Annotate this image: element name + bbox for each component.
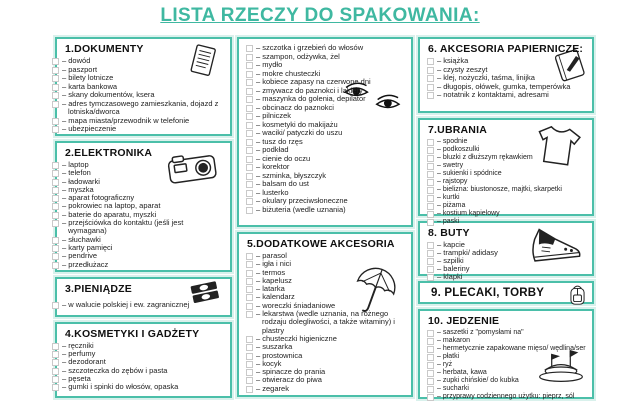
item-label: – notatnik z kontaktami, adresami <box>437 91 549 100</box>
item-checkbox[interactable] <box>427 219 434 226</box>
box-buty <box>418 221 594 281</box>
list-item <box>427 345 586 353</box>
item-list <box>246 44 405 214</box>
box-plecaki <box>418 281 594 304</box>
item-checkbox[interactable] <box>246 353 253 360</box>
item-checkbox[interactable] <box>52 92 59 99</box>
item-checkbox[interactable] <box>427 346 434 353</box>
list-item <box>64 125 224 134</box>
item-label: – okulary przeciwsłoneczne <box>256 197 348 206</box>
item-checkbox[interactable] <box>427 155 434 162</box>
item-checkbox[interactable] <box>427 266 434 273</box>
item-list <box>64 57 224 134</box>
item-checkbox[interactable] <box>246 54 253 61</box>
item-checkbox[interactable] <box>52 368 59 375</box>
item-checkbox[interactable] <box>427 163 434 170</box>
item-checkbox[interactable] <box>52 126 59 133</box>
item-checkbox[interactable] <box>246 261 253 268</box>
item-label: – telefon <box>62 169 91 177</box>
item-checkbox[interactable] <box>427 195 434 202</box>
item-label: – podkład <box>256 146 289 155</box>
item-label: – czysty zeszyt <box>437 66 487 75</box>
item-checkbox[interactable] <box>246 361 253 368</box>
item-label: – ubezpieczenie <box>62 125 116 134</box>
item-checkbox[interactable] <box>246 130 253 137</box>
item-list <box>246 252 405 393</box>
item-checkbox[interactable] <box>246 369 253 376</box>
item-checkbox[interactable] <box>52 203 59 210</box>
item-checkbox[interactable] <box>246 344 253 351</box>
list-item <box>427 170 586 178</box>
item-checkbox[interactable] <box>246 156 253 163</box>
item-label: – spodnie <box>437 138 468 145</box>
item-label: – szminka, błyszczyk <box>256 172 326 181</box>
item-checkbox[interactable] <box>52 118 59 125</box>
item-checkbox[interactable] <box>52 262 59 269</box>
list-item <box>64 100 224 117</box>
box-elektronika <box>55 141 232 272</box>
item-label: – myszka <box>62 186 94 194</box>
list-item <box>427 393 586 401</box>
box-heading-dokumenty: 1.DOKUMENTY <box>65 43 144 55</box>
box-heading-buty: 8. BUTY <box>428 227 470 239</box>
item-checkbox[interactable] <box>246 71 253 78</box>
item-checkbox[interactable] <box>246 181 253 188</box>
item-checkbox[interactable] <box>427 258 434 265</box>
item-checkbox[interactable] <box>52 351 59 358</box>
item-label: – kurtki <box>437 194 460 201</box>
item-checkbox[interactable] <box>52 237 59 244</box>
item-label: – kalendarz <box>256 293 295 301</box>
item-checkbox[interactable] <box>52 170 59 177</box>
box-higiena <box>237 37 413 227</box>
item-checkbox[interactable] <box>427 58 434 65</box>
box-heading-kosmetyki: 4.KOSMETYKI I GADŻETY <box>65 328 200 340</box>
item-label: – obcinacz do paznokci <box>256 104 334 113</box>
item-checkbox[interactable] <box>427 147 434 154</box>
list-item <box>427 329 586 337</box>
item-label: – bilety lotnicze <box>62 74 113 83</box>
list-item <box>64 383 224 391</box>
item-checkbox[interactable] <box>52 212 59 219</box>
item-label: – zegarek <box>256 385 289 393</box>
list-item <box>427 369 586 377</box>
item-label: – bluzki z dłuższym rękawkiem <box>437 154 533 161</box>
item-label: – woreczki śniadaniowe <box>256 302 335 310</box>
item-checkbox[interactable] <box>246 198 253 205</box>
item-label: – sukienki i spódnice <box>437 170 502 177</box>
box-heading-plecaki: 9. PLECAKI, TORBY <box>431 287 545 299</box>
item-checkbox[interactable] <box>52 253 59 260</box>
item-label: – herbata, kawa <box>437 369 487 377</box>
item-label: – mydło <box>256 61 282 70</box>
item-checkbox[interactable] <box>427 92 434 99</box>
item-label: – spinacze do prania <box>256 368 325 376</box>
item-label: – dezodorant <box>62 358 106 366</box>
item-label: – klapki <box>437 273 462 281</box>
item-label: – makaron <box>437 337 470 345</box>
list-item <box>427 162 586 170</box>
item-list <box>427 138 586 226</box>
list-item <box>427 337 586 345</box>
item-label: – paszport <box>62 66 97 75</box>
page-title: LISTA RZECZY DO SPAKOWANIA: <box>160 5 480 26</box>
item-label: – mokre chusteczki <box>256 70 320 79</box>
item-label: – ładowarki <box>62 178 100 186</box>
box-kosmetyki <box>55 322 232 398</box>
item-checkbox[interactable] <box>246 278 253 285</box>
item-list <box>64 301 224 310</box>
item-label: – gumki i spinki do włosów, opaska <box>62 383 178 391</box>
column-3 <box>418 37 594 399</box>
item-checkbox[interactable] <box>427 179 434 186</box>
item-label: – aparat fotograficzny <box>62 194 134 202</box>
box-ubrania <box>418 118 594 225</box>
item-label: – zupki chińskie/ do kubka <box>437 377 519 385</box>
item-label: – ryż <box>437 361 452 369</box>
item-label: – klej, nożyczki, taśma, linijka <box>437 74 535 83</box>
item-label: – kosmetyki do makijażu <box>256 121 338 130</box>
item-checkbox[interactable] <box>427 67 434 74</box>
list-item <box>246 310 405 335</box>
item-label: – przejściówka do kontaktu (jeśli jest wymagana) <box>62 219 224 236</box>
list-item <box>427 273 586 281</box>
item-label: – adres tymczasowego zamieszkania, dojazd z lotniska/dworca <box>62 100 224 117</box>
item-label: – kapelusz <box>256 277 292 285</box>
item-label: – perfumy <box>62 350 95 358</box>
item-label: – pendrive <box>62 252 97 260</box>
item-label: – balsam do ust <box>256 180 309 189</box>
item-checkbox[interactable] <box>427 394 434 401</box>
item-label: – baleriny <box>437 265 470 273</box>
item-checkbox[interactable] <box>246 207 253 214</box>
column-1 <box>55 37 232 399</box>
item-label: – dowód <box>62 57 90 66</box>
item-label: – płatki <box>437 353 459 361</box>
item-checkbox[interactable] <box>52 245 59 252</box>
box-heading-papiernicze: 6. AKCESORIA PAPIERNICZE: <box>428 43 584 55</box>
item-checkbox[interactable] <box>246 88 253 95</box>
item-label: – pokrowiec na laptop, aparat <box>62 202 160 210</box>
item-checkbox[interactable] <box>246 105 253 112</box>
item-label: – kapcie <box>437 241 465 249</box>
list-item <box>427 178 586 186</box>
item-label: – lekarstwa (wedle uznania, na różnego rodzaju dolegliwości, a także witaminy) i plastry <box>256 310 405 335</box>
box-jedzenie <box>418 309 594 399</box>
item-label: – szczotka i grzebień do włosów <box>256 44 363 53</box>
item-checkbox[interactable] <box>52 195 59 202</box>
list-item <box>427 138 586 146</box>
list-item <box>427 186 586 194</box>
item-label: – słuchawki <box>62 236 101 244</box>
list-item <box>427 353 586 361</box>
item-label: – bielizna: biustonosze, majtki, skarpetki <box>437 186 562 193</box>
item-label: – laptop <box>62 161 89 169</box>
item-checkbox[interactable] <box>52 75 59 82</box>
item-list <box>427 241 586 281</box>
item-checkbox[interactable] <box>246 253 253 260</box>
item-checkbox[interactable] <box>246 173 253 180</box>
item-checkbox[interactable] <box>427 75 434 82</box>
item-list <box>427 329 586 401</box>
item-label: – swetry <box>437 162 463 169</box>
list-item <box>427 91 586 100</box>
item-checkbox[interactable] <box>52 162 59 169</box>
item-label: – mapa miasta/przewodnik w telefonie <box>62 117 189 126</box>
item-checkbox[interactable] <box>52 343 59 350</box>
item-list <box>427 57 586 100</box>
item-checkbox[interactable] <box>246 336 253 343</box>
box-papiernicze <box>418 37 594 113</box>
item-checkbox[interactable] <box>246 190 253 197</box>
item-label: – szpilki <box>437 257 464 265</box>
item-checkbox[interactable] <box>52 67 59 74</box>
item-label: – karta bankowa <box>62 83 117 92</box>
item-label: – trampki/ adidasy <box>437 249 498 257</box>
item-label: – podkoszulki <box>437 146 480 153</box>
item-checkbox[interactable] <box>427 370 434 377</box>
columns-grid <box>55 37 594 399</box>
item-checkbox[interactable] <box>246 164 253 171</box>
item-checkbox[interactable] <box>427 187 434 194</box>
item-checkbox[interactable] <box>427 338 434 345</box>
item-label: – hermetycznie zapakowane mięso/ wędlina/ser <box>437 345 586 353</box>
item-checkbox[interactable] <box>246 45 253 52</box>
item-label: – korektor <box>256 163 289 172</box>
item-checkbox[interactable] <box>246 96 253 103</box>
list-item <box>427 377 586 385</box>
item-label: – pilniczek <box>256 112 291 121</box>
item-checkbox[interactable] <box>246 303 253 310</box>
list-item <box>427 146 586 154</box>
list-item <box>427 361 586 369</box>
item-label: – pęseta <box>62 375 91 383</box>
item-label: – igła i nici <box>256 260 291 268</box>
list-item <box>427 385 586 393</box>
item-label: – saszetki z "pomysłami na" <box>437 329 524 337</box>
item-label: – kostium kąpielowy <box>437 210 500 217</box>
item-checkbox[interactable] <box>246 147 253 154</box>
list-item <box>246 206 405 215</box>
box-heading-elektronika: 2.ELEKTRONIKA <box>65 147 153 159</box>
item-checkbox[interactable] <box>52 359 59 366</box>
list-item <box>427 210 586 218</box>
item-label: – maszynka do golenia, depilator <box>256 95 366 104</box>
column-2 <box>237 37 413 399</box>
list-item <box>427 194 586 202</box>
item-checkbox[interactable] <box>52 179 59 186</box>
item-label: – zmywacz do paznokci i lakiery <box>256 87 363 96</box>
item-checkbox[interactable] <box>427 203 434 210</box>
item-label: – baterie do aparatu, myszki <box>62 211 156 219</box>
box-dodatkowe <box>237 232 413 397</box>
item-checkbox[interactable] <box>246 386 253 393</box>
list-item <box>64 261 224 269</box>
item-checkbox[interactable] <box>246 270 253 277</box>
item-label: – w walucie polskiej i ew. zagranicznej <box>62 301 189 310</box>
list-item <box>64 219 224 236</box>
item-label: – chusteczki higieniczne <box>256 335 337 343</box>
item-label: – lusterko <box>256 189 289 198</box>
list-item <box>427 218 586 226</box>
box-heading-dodatkowe: 5.DODATKOWE AKCESORIA <box>247 238 395 250</box>
item-checkbox[interactable] <box>427 211 434 218</box>
item-checkbox[interactable] <box>52 58 59 65</box>
item-label: – prostownica <box>256 352 302 360</box>
list-item <box>64 301 224 310</box>
list-item <box>427 202 586 210</box>
item-checkbox[interactable] <box>246 79 253 86</box>
box-heading-ubrania: 7.UBRANIA <box>428 124 487 136</box>
item-checkbox[interactable] <box>427 354 434 361</box>
box-pieniadze <box>55 277 232 317</box>
item-checkbox[interactable] <box>246 311 253 318</box>
item-checkbox[interactable] <box>427 242 434 249</box>
item-checkbox[interactable] <box>246 377 253 384</box>
item-label: – przyprawy codziennego użytku: pieprz, sól <box>437 393 574 401</box>
item-label: – otwieracz do piwa <box>256 376 322 384</box>
item-checkbox[interactable] <box>246 62 253 69</box>
item-label: – termos <box>256 269 285 277</box>
item-label: – sucharki <box>437 385 469 393</box>
item-label: – rajstopy <box>437 178 468 185</box>
box-heading-pieniadze: 3.PIENIĄDZE <box>65 283 132 295</box>
item-checkbox[interactable] <box>52 220 59 227</box>
item-label: – waciki/ patyczki do uszu <box>256 129 342 138</box>
item-label: – ręczniki <box>62 342 94 350</box>
item-label: – parasol <box>256 252 287 260</box>
item-checkbox[interactable] <box>52 187 59 194</box>
item-label: – kocyk <box>256 360 281 368</box>
item-checkbox[interactable] <box>427 274 434 281</box>
list-item <box>427 154 586 162</box>
item-label: – szampon, odżywka, żel <box>256 53 340 62</box>
item-label: – tusz do rzęs <box>256 138 303 147</box>
item-checkbox[interactable] <box>246 122 253 129</box>
box-dokumenty <box>55 37 232 136</box>
item-list <box>64 161 224 269</box>
item-checkbox[interactable] <box>52 302 59 309</box>
item-checkbox[interactable] <box>52 376 59 383</box>
item-label: – biżuteria (wedle uznania) <box>256 206 346 215</box>
item-label: – karty pamięci <box>62 244 112 252</box>
item-label: – skany dokumentów, ksera <box>62 91 155 100</box>
item-label: – latarka <box>256 285 285 293</box>
item-checkbox[interactable] <box>246 139 253 146</box>
item-label: – książka <box>437 57 468 66</box>
item-label: – piżama <box>437 202 466 209</box>
list-item <box>246 385 405 393</box>
item-checkbox[interactable] <box>427 330 434 337</box>
item-checkbox[interactable] <box>427 362 434 369</box>
item-checkbox[interactable] <box>427 171 434 178</box>
item-label: – cienie do oczu <box>256 155 310 164</box>
item-list <box>64 342 224 391</box>
item-label: – długopis, ołówek, gumka, temperówka <box>437 83 570 92</box>
item-label: – kobiece zapasy na czerwone dni <box>256 78 371 87</box>
item-checkbox[interactable] <box>427 378 434 385</box>
item-checkbox[interactable] <box>427 139 434 146</box>
box-heading-jedzenie: 10. JEDZENIE <box>428 315 500 327</box>
item-checkbox[interactable] <box>427 84 434 91</box>
item-checkbox[interactable] <box>52 101 59 108</box>
item-checkbox[interactable] <box>427 250 434 257</box>
item-label: – przedłużacz <box>62 261 108 269</box>
item-checkbox[interactable] <box>246 294 253 301</box>
item-label: – paski <box>437 218 459 225</box>
item-checkbox[interactable] <box>52 84 59 91</box>
item-label: – szczoteczka do zębów i pasta <box>62 367 167 375</box>
item-checkbox[interactable] <box>246 286 253 293</box>
item-checkbox[interactable] <box>246 113 253 120</box>
item-checkbox[interactable] <box>52 384 59 391</box>
item-label: – suszarka <box>256 343 292 351</box>
item-checkbox[interactable] <box>427 386 434 393</box>
